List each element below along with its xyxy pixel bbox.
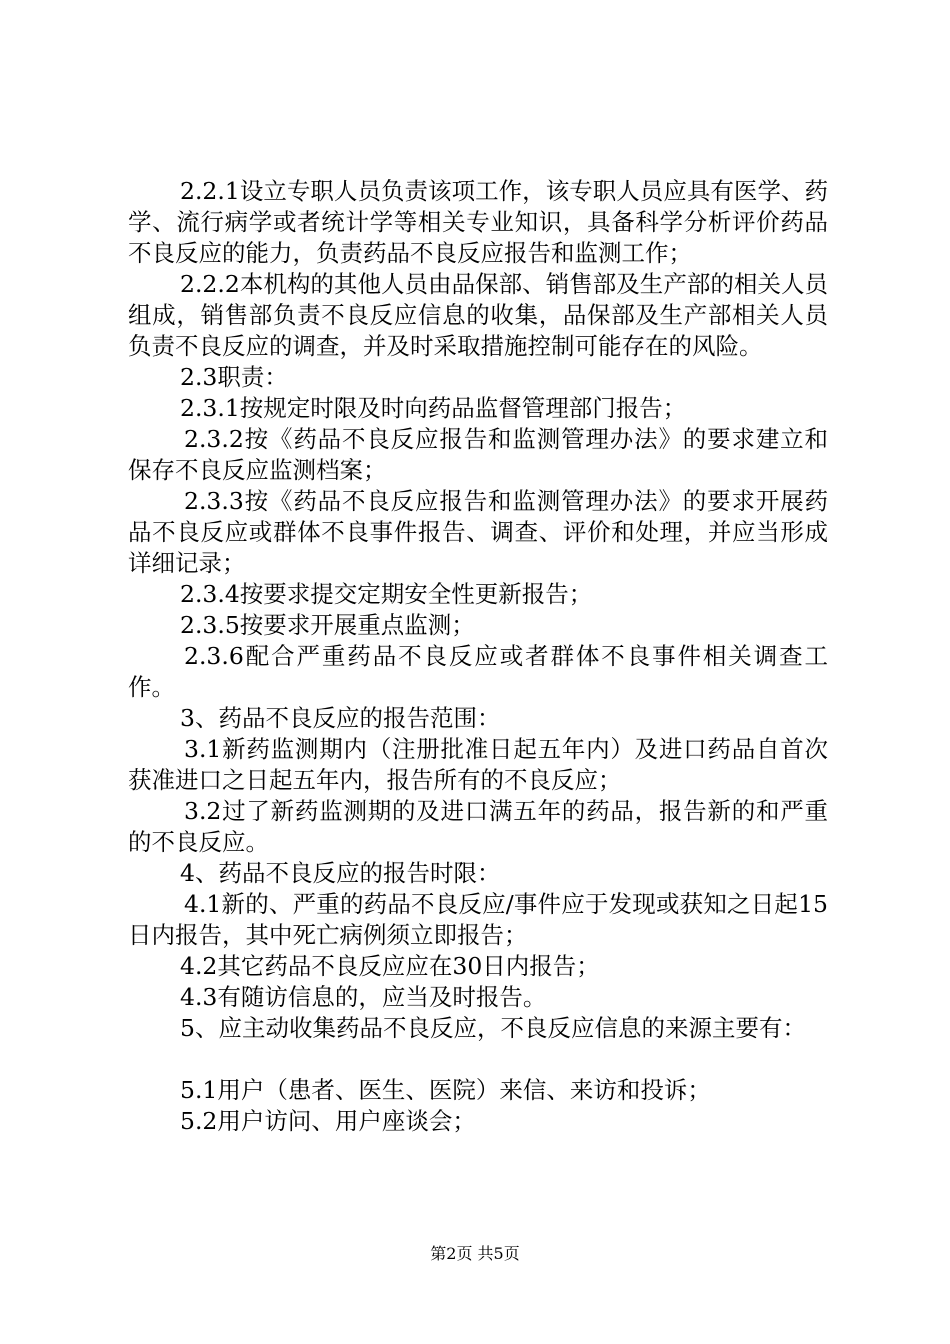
page-footer: 第2页 共5页 xyxy=(430,1244,520,1263)
paragraph-2-3-1: 2.3.1按规定时限及时向药品监督管理部门报告； xyxy=(180,394,687,422)
paragraph-2-3-heading: 2.3职责： xyxy=(180,363,288,391)
paragraph-3-2: 3.2过了新药监测期的及进口满五年的药品，报告新的和严重的不良反应。 xyxy=(128,797,828,856)
paragraph-2-3-6: 2.3.6配合严重药品不良反应或者群体不良事件相关调查工作。 xyxy=(128,642,828,701)
document-body xyxy=(128,176,828,1137)
paragraph-2-3-3: 2.3.3按《药品不良反应报告和监测管理办法》的要求开展药品不良反应或群体不良事件报告、调查、评价和处理，并应当形成详细记录； xyxy=(128,487,828,577)
paragraph-2-2-2: 2.2.2本机构的其他人员由品保部、销售部及生产部的相关人员组成，销售部负责不良反应信息的收集，品保部及生产部相关人员负责不良反应的调查，并及时采取措施控制可能存在的风险。 xyxy=(128,270,828,360)
paragraph-5-1: 5.1用户（患者、医生、医院）来信、来访和投诉； xyxy=(180,1076,711,1104)
paragraph-4-2: 4.2其它药品不良反应应在30日内报告； xyxy=(180,952,600,980)
paragraph-2-2-1: 2.2.1设立专职人员负责该项工作，该专职人员应具有医学、药学、流行病学或者统计学等相关专业知识，具备科学分析评价药品不良反应的能力，负责药品不良反应报告和监测工作； xyxy=(128,177,828,267)
section-5-heading: 5、应主动收集药品不良反应，不良反应信息的来源主要有： xyxy=(180,1014,806,1042)
blank-line xyxy=(128,1044,828,1075)
section-3-heading: 3、药品不良反应的报告范围： xyxy=(180,704,501,732)
paragraph-2-3-4: 2.3.4按要求提交定期安全性更新报告； xyxy=(180,580,593,608)
paragraph-2-3-2: 2.3.2按《药品不良反应报告和监测管理办法》的要求建立和保存不良反应监测档案； xyxy=(128,425,828,484)
section-4-heading: 4、药品不良反应的报告时限： xyxy=(180,859,501,887)
paragraph-4-3: 4.3有随访信息的，应当及时报告。 xyxy=(180,983,547,1011)
paragraph-4-1: 4.1新的、严重的药品不良反应/事件应于发现或获知之日起15日内报告，其中死亡病例须立即报告； xyxy=(128,890,828,949)
paragraph-5-2: 5.2用户访问、用户座谈会； xyxy=(180,1107,476,1135)
paragraph-2-3-5: 2.3.5按要求开展重点监测； xyxy=(180,611,475,639)
paragraph-3-1: 3.1新药监测期内（注册批准日起五年内）及进口药品自首次获准进口之日起五年内，报告所有的不良反应； xyxy=(128,735,828,794)
